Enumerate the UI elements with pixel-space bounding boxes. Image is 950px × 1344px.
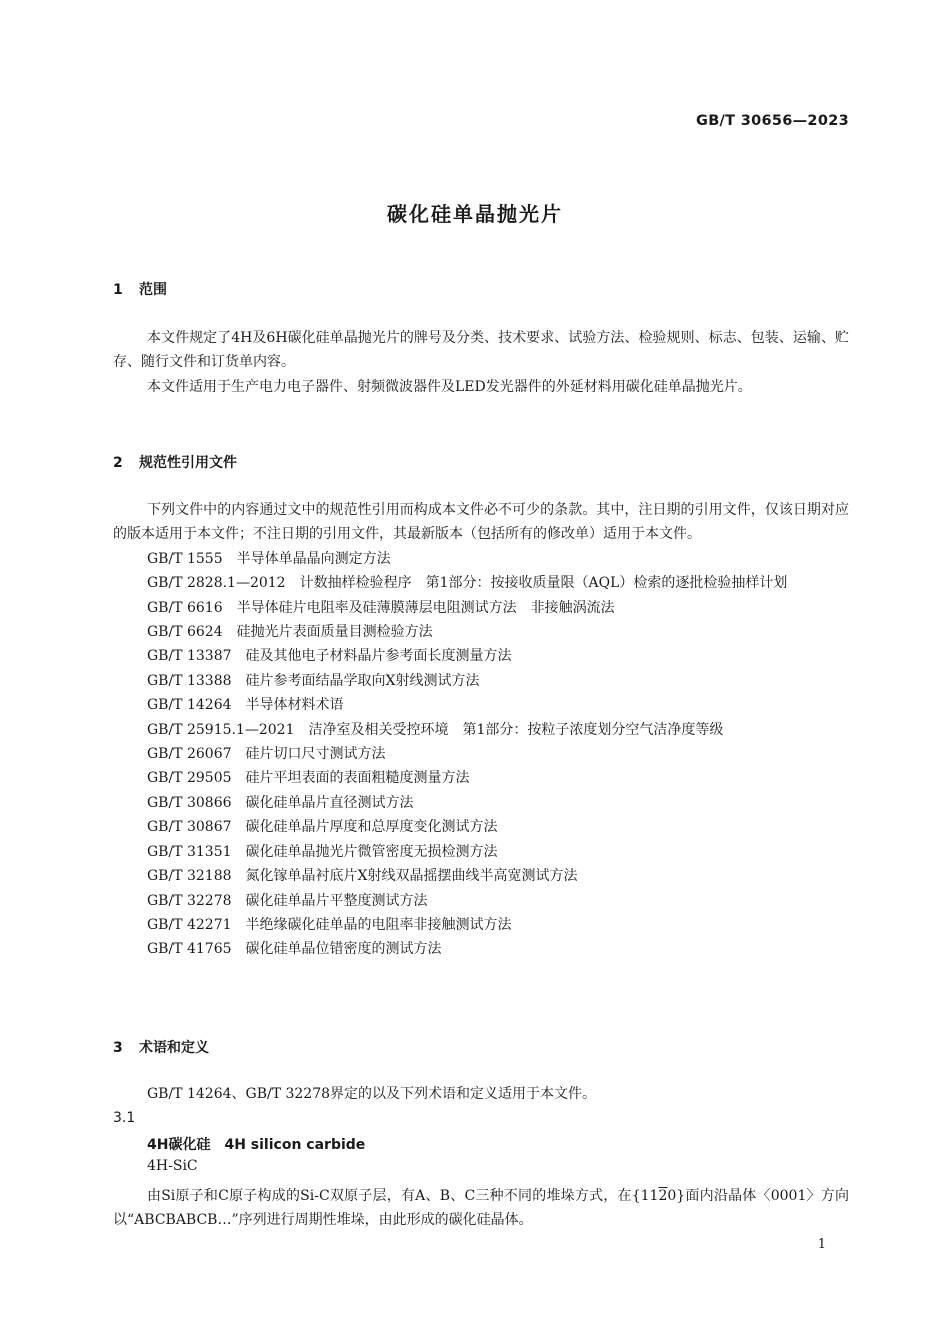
- document-title: 碳化硅单晶抛光片: [387, 202, 563, 226]
- reference-item: [113, 669, 849, 693]
- term-title: [147, 1134, 365, 1154]
- reference-code: GB/T 2828.1—2012: [147, 575, 286, 592]
- clause-number: 3.1: [113, 1110, 136, 1126]
- reference-item: [113, 571, 849, 595]
- reference-code: GB/T 26067: [147, 746, 232, 763]
- section-heading-terms: [113, 1037, 209, 1057]
- term-english: 4H silicon carbide: [224, 1137, 366, 1153]
- reference-list: [113, 547, 849, 962]
- reference-code: GB/T 30866: [147, 794, 232, 811]
- page-number: 1: [817, 1237, 826, 1252]
- reference-item: [113, 766, 849, 790]
- miller-index-bar: 2: [658, 1188, 668, 1204]
- reference-title: 硅片切口尺寸测试方法: [245, 746, 386, 763]
- section-title: 规范性引用文件: [139, 455, 237, 471]
- reference-item: [113, 547, 849, 571]
- section-title: 术语和定义: [139, 1040, 209, 1056]
- reference-title: 硅片参考面结晶学取向X射线测试方法: [245, 672, 480, 689]
- scope-body: [113, 326, 849, 399]
- reference-title: 半导体材料术语: [245, 697, 344, 714]
- reference-title: 碳化硅单晶片直径测试方法: [245, 794, 414, 811]
- reference-code: GB/T 13387: [147, 648, 232, 665]
- section-number: 3: [113, 1040, 123, 1056]
- reference-item: [113, 620, 849, 644]
- reference-title: 计数抽样检验程序 第1部分：按接收质量限（AQL）检索的逐批检验抽样计划: [299, 575, 788, 592]
- section-title: 范围: [139, 282, 167, 298]
- term-abbreviation: 4H-SiC: [147, 1158, 198, 1174]
- reference-code: GB/T 25915.1—2021: [147, 721, 295, 738]
- reference-code: GB/T 32278: [147, 892, 232, 909]
- reference-code: GB/T 29505: [147, 770, 232, 787]
- reference-item: [113, 937, 849, 961]
- reference-title: 半绝缘碳化硅单晶的电阻率非接触测试方法: [245, 916, 512, 933]
- term-chinese: 4H碳化硅: [147, 1137, 211, 1153]
- paragraph: GB/T 14264、GB/T 32278界定的以及下列术语和定义适用于本文件。: [147, 1086, 597, 1102]
- reference-title: 氮化镓单晶衬底片X射线双晶摇摆曲线半高宽测试方法: [245, 868, 578, 885]
- reference-title: 碳化硅单晶位错密度的测试方法: [245, 941, 442, 958]
- reference-title: 碳化硅单晶抛光片微管密度无损检测方法: [245, 843, 498, 860]
- reference-item: [113, 791, 849, 815]
- definition-paragraph: [113, 1184, 849, 1233]
- reference-item: [113, 864, 849, 888]
- reference-item: [113, 693, 849, 717]
- reference-code: GB/T 6616: [147, 599, 223, 616]
- reference-title: 洁净室及相关受控环境 第1部分：按粒子浓度划分空气洁净度等级: [308, 721, 724, 738]
- reference-code: GB/T 31351: [147, 843, 232, 860]
- reference-code: GB/T 1555: [147, 550, 223, 567]
- paragraph: 下列文件中的内容通过文中的规范性引用而构成本文件必不可少的条款。其中，注日期的引用文件，仅该日期对应的版本适用于本文件；不注日期的引用文件，其最新版本（包括所有的修改单）适用于本文件。: [113, 502, 849, 543]
- reference-item: [113, 644, 849, 668]
- section-number: 1: [113, 282, 123, 298]
- reference-code: GB/T 30867: [147, 819, 232, 836]
- reference-code: GB/T 32188: [147, 868, 232, 885]
- section-heading-scope: [113, 279, 167, 299]
- reference-title: 半导体硅片电阻率及硅薄膜薄层电阻测试方法 非接触涡流法: [236, 599, 615, 616]
- reference-code: GB/T 14264: [147, 697, 232, 714]
- section-heading-normative: [113, 452, 237, 472]
- reference-code: GB/T 6624: [147, 624, 223, 641]
- term-definition: [113, 1184, 849, 1233]
- normative-body: [113, 498, 849, 962]
- reference-title: 碳化硅单晶片平整度测试方法: [245, 892, 428, 909]
- terms-intro: [113, 1082, 849, 1106]
- reference-item: [113, 840, 849, 864]
- section-number: 2: [113, 455, 123, 471]
- definition-text-2: 0}面内沿晶体〈0001〉方向以“ABCBABCB…”序列进行周期性堆垛，由此形成的碳化硅晶体。: [113, 1188, 849, 1229]
- reference-item: [113, 742, 849, 766]
- paragraph: 本文件适用于生产电力电子器件、射频微波器件及LED发光器件的外延材料用碳化硅单晶抛光片。: [147, 378, 752, 395]
- reference-code: GB/T 13388: [147, 672, 232, 689]
- definition-text-1: 由Si原子和C原子构成的Si-C双原子层，有A、B、C三种不同的堆垛方式，在{11: [147, 1188, 659, 1204]
- reference-item: [113, 718, 849, 742]
- standard-number: GB/T 30656—2023: [696, 113, 849, 129]
- reference-title: 半导体单晶晶向测定方法: [236, 550, 391, 567]
- reference-title: 硅片平坦表面的表面粗糙度测量方法: [245, 770, 470, 787]
- reference-title: 硅抛光片表面质量目测检验方法: [236, 624, 433, 641]
- paragraph: 本文件规定了4H及6H碳化硅单晶抛光片的牌号及分类、技术要求、试验方法、检验规则、标志、包装、运输、贮存、随行文件和订货单内容。: [113, 330, 849, 371]
- reference-title: 碳化硅单晶片厚度和总厚度变化测试方法: [245, 819, 498, 836]
- reference-title: 硅及其他电子材料晶片参考面长度测量方法: [245, 648, 512, 665]
- reference-code: GB/T 42271: [147, 916, 232, 933]
- reference-code: GB/T 41765: [147, 941, 232, 958]
- reference-item: [113, 889, 849, 913]
- reference-item: [113, 815, 849, 839]
- reference-item: [113, 913, 849, 937]
- reference-item: [113, 596, 849, 620]
